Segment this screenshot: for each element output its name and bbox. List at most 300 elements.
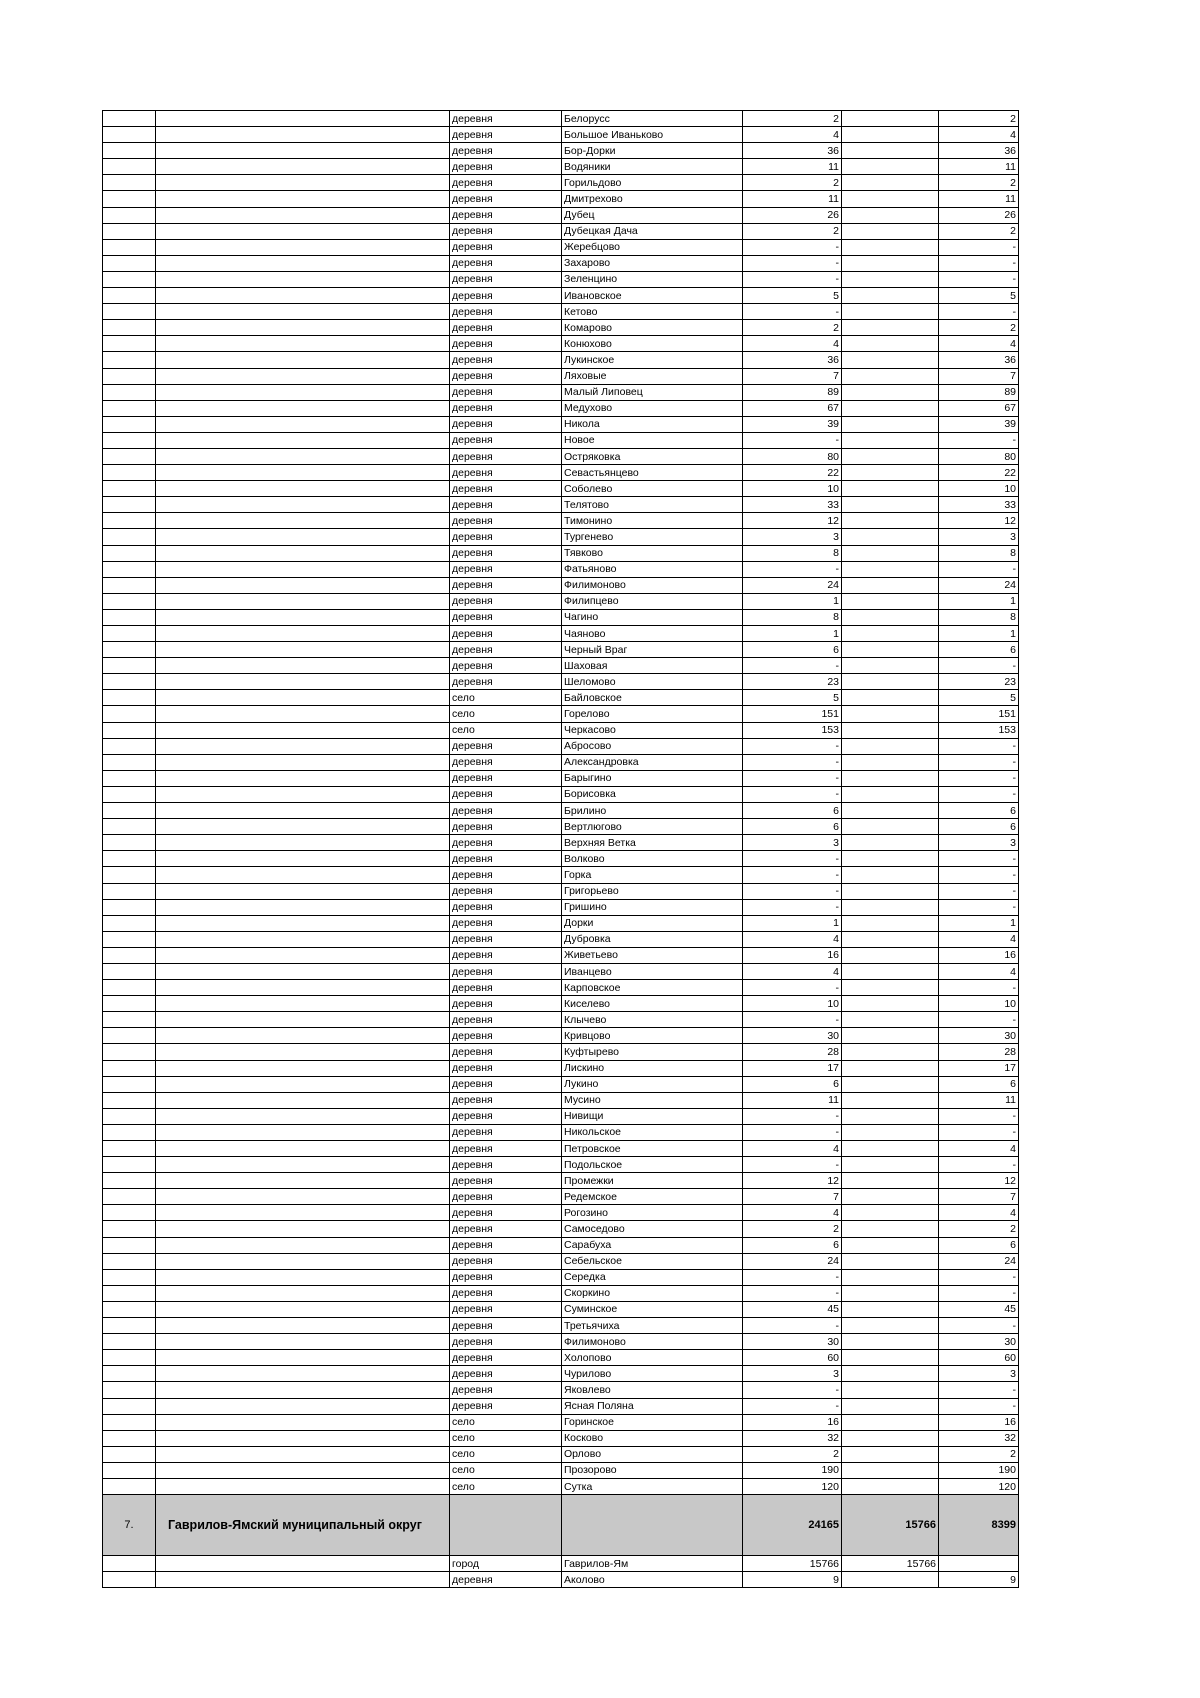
index-cell <box>103 529 156 545</box>
settlement-name: Ляховые <box>562 368 743 384</box>
population-rural: 45 <box>939 1301 1019 1317</box>
district-cell <box>156 1414 450 1430</box>
index-cell <box>103 255 156 271</box>
population-urban <box>842 1269 939 1285</box>
settlement-name: Шеломово <box>562 674 743 690</box>
index-cell <box>103 497 156 513</box>
table-row <box>103 577 1019 593</box>
table-row <box>103 996 1019 1012</box>
population-rural: 120 <box>939 1478 1019 1494</box>
settlement-name: Борисовка <box>562 786 743 802</box>
table-row <box>103 207 1019 223</box>
district-cell <box>156 996 450 1012</box>
settlement-type: деревня <box>450 111 562 127</box>
population-total: 2 <box>743 175 842 191</box>
district-cell <box>156 658 450 674</box>
table-row <box>103 529 1019 545</box>
population-rural: 12 <box>939 1173 1019 1189</box>
table-row <box>103 1478 1019 1494</box>
settlement-name: Иванцево <box>562 963 743 979</box>
index-cell <box>103 1076 156 1092</box>
index-cell <box>103 1237 156 1253</box>
population-total: 45 <box>743 1301 842 1317</box>
district-cell <box>156 593 450 609</box>
district-cell <box>156 465 450 481</box>
index-cell <box>103 980 156 996</box>
population-rural: 24 <box>939 1253 1019 1269</box>
population-urban <box>842 239 939 255</box>
population-rural: 5 <box>939 288 1019 304</box>
population-table <box>102 110 1019 1588</box>
population-urban <box>842 288 939 304</box>
population-urban <box>842 626 939 642</box>
settlement-type: деревня <box>450 754 562 770</box>
settlement-name: Водяники <box>562 159 743 175</box>
population-urban <box>842 1221 939 1237</box>
district-cell <box>156 1334 450 1350</box>
settlement-type: деревня <box>450 1382 562 1398</box>
population-rural: - <box>939 1269 1019 1285</box>
settlement-type: деревня <box>450 1076 562 1092</box>
population-rural: - <box>939 1012 1019 1028</box>
index-cell <box>103 143 156 159</box>
index-cell <box>103 1478 156 1494</box>
population-urban <box>842 352 939 368</box>
population-rural: 36 <box>939 143 1019 159</box>
population-rural: - <box>939 658 1019 674</box>
settlement-type: деревня <box>450 368 562 384</box>
population-total: 4 <box>743 1141 842 1157</box>
settlement-name: Карповское <box>562 980 743 996</box>
population-urban <box>842 1060 939 1076</box>
population-urban <box>842 577 939 593</box>
population-rural: 7 <box>939 368 1019 384</box>
district-cell <box>156 947 450 963</box>
index-cell <box>103 1366 156 1382</box>
settlement-name: Филипцево <box>562 593 743 609</box>
population-urban <box>842 947 939 963</box>
settlement-name: Себельское <box>562 1253 743 1269</box>
settlement-name: Кетово <box>562 304 743 320</box>
index-cell <box>103 593 156 609</box>
settlement-type: деревня <box>450 336 562 352</box>
population-total: - <box>743 738 842 754</box>
population-urban <box>842 223 939 239</box>
table-row <box>103 1012 1019 1028</box>
index-cell <box>103 368 156 384</box>
table-row <box>103 1092 1019 1108</box>
population-total: 28 <box>743 1044 842 1060</box>
district-cell <box>156 1028 450 1044</box>
population-urban <box>842 175 939 191</box>
index-cell <box>103 1157 156 1173</box>
settlement-name: Тургенево <box>562 529 743 545</box>
settlement-type: деревня <box>450 400 562 416</box>
district-cell <box>156 127 450 143</box>
index-cell <box>103 1334 156 1350</box>
population-rural: 89 <box>939 384 1019 400</box>
population-urban <box>842 1253 939 1269</box>
population-urban <box>842 1205 939 1221</box>
table-row <box>103 770 1019 786</box>
population-rural: - <box>939 1382 1019 1398</box>
settlement-type: деревня <box>450 513 562 529</box>
table-row <box>103 255 1019 271</box>
population-urban: 15766 <box>842 1556 939 1572</box>
district-cell <box>156 497 450 513</box>
table-row <box>103 1173 1019 1189</box>
population-urban <box>842 1366 939 1382</box>
settlement-name: Новое <box>562 432 743 448</box>
population-urban <box>842 561 939 577</box>
population-total: - <box>743 271 842 287</box>
population-urban <box>842 1478 939 1494</box>
district-cell <box>156 175 450 191</box>
settlement-name: Дорки <box>562 915 743 931</box>
population-urban <box>842 1012 939 1028</box>
district-cell <box>156 738 450 754</box>
table-row <box>103 239 1019 255</box>
population-rural: - <box>939 1157 1019 1173</box>
index-cell <box>103 1124 156 1140</box>
table-row <box>103 336 1019 352</box>
population-rural: - <box>939 754 1019 770</box>
table-row <box>103 706 1019 722</box>
district-cell <box>156 1350 450 1366</box>
settlement-type: деревня <box>450 1012 562 1028</box>
settlement-name: Ивановское <box>562 288 743 304</box>
settlement-name: Куфтырево <box>562 1044 743 1060</box>
population-urban <box>842 1237 939 1253</box>
table-row <box>103 1060 1019 1076</box>
population-urban <box>842 1414 939 1430</box>
population-total: 6 <box>743 803 842 819</box>
table-row <box>103 1366 1019 1382</box>
population-total: 39 <box>743 416 842 432</box>
index-cell <box>103 1430 156 1446</box>
population-total: - <box>743 1382 842 1398</box>
population-rural: 60 <box>939 1350 1019 1366</box>
settlement-type: село <box>450 690 562 706</box>
settlement-type: село <box>450 1478 562 1494</box>
settlement-type: деревня <box>450 835 562 851</box>
settlement-rows <box>103 111 1019 1495</box>
population-rural: 16 <box>939 947 1019 963</box>
settlement-type: деревня <box>450 899 562 915</box>
settlement-type: деревня <box>450 1334 562 1350</box>
district-cell <box>156 1318 450 1334</box>
population-urban <box>842 980 939 996</box>
district-cell <box>156 899 450 915</box>
index-cell <box>103 770 156 786</box>
settlement-type: деревня <box>450 432 562 448</box>
population-rural: - <box>939 770 1019 786</box>
population-total: - <box>743 304 842 320</box>
population-urban <box>842 931 939 947</box>
district-cell <box>156 819 450 835</box>
settlement-name: Дубровка <box>562 931 743 947</box>
population-urban <box>842 1189 939 1205</box>
settlement-type: деревня <box>450 320 562 336</box>
population-total: - <box>743 1398 842 1414</box>
table-row <box>103 384 1019 400</box>
settlement-type: деревня <box>450 127 562 143</box>
settlement-name: Подольское <box>562 1157 743 1173</box>
population-rural: 3 <box>939 529 1019 545</box>
table-row <box>103 111 1019 127</box>
district-cell <box>156 352 450 368</box>
population-total: - <box>743 867 842 883</box>
settlement-type: деревня <box>450 1092 562 1108</box>
population-rural: 16 <box>939 1414 1019 1430</box>
settlement-name: Нивищи <box>562 1108 743 1124</box>
population-total: 153 <box>743 722 842 738</box>
index-cell <box>103 1462 156 1478</box>
population-rural: 26 <box>939 207 1019 223</box>
population-total: - <box>743 1012 842 1028</box>
index-cell <box>103 819 156 835</box>
table-row <box>103 626 1019 642</box>
district-cell <box>156 1430 450 1446</box>
population-urban <box>842 803 939 819</box>
settlement-type: деревня <box>450 593 562 609</box>
population-rural: 11 <box>939 1092 1019 1108</box>
population-rural: 23 <box>939 674 1019 690</box>
population-urban <box>842 271 939 287</box>
index-cell <box>103 996 156 1012</box>
district-cell <box>156 1366 450 1382</box>
population-urban <box>842 706 939 722</box>
index-cell <box>103 722 156 738</box>
settlement-type: деревня <box>450 191 562 207</box>
district-cell <box>156 1205 450 1221</box>
population-total: 7 <box>743 1189 842 1205</box>
population-urban <box>842 1108 939 1124</box>
settlement-type: деревня <box>450 996 562 1012</box>
population-urban <box>842 191 939 207</box>
table-row <box>103 867 1019 883</box>
table-row <box>103 1141 1019 1157</box>
district-cell <box>156 384 450 400</box>
settlement-type: деревня <box>450 1285 562 1301</box>
population-total: 16 <box>743 947 842 963</box>
settlement-type: деревня <box>450 626 562 642</box>
table-row <box>103 609 1019 625</box>
index-cell <box>103 481 156 497</box>
population-rural: 2 <box>939 111 1019 127</box>
settlement-type: деревня <box>450 545 562 561</box>
settlement-name: Филимоново <box>562 577 743 593</box>
settlement-name: Прозорово <box>562 1462 743 1478</box>
population-rural: - <box>939 239 1019 255</box>
population-total: 4 <box>743 1205 842 1221</box>
population-urban <box>842 1382 939 1398</box>
population-total: 26 <box>743 207 842 223</box>
index-cell <box>103 1189 156 1205</box>
population-total: - <box>743 1124 842 1140</box>
population-total: - <box>743 658 842 674</box>
district-cell <box>156 1173 450 1189</box>
settlement-type: деревня <box>450 867 562 883</box>
table-row <box>103 1301 1019 1317</box>
index-cell <box>103 1205 156 1221</box>
district-cell <box>156 271 450 287</box>
population-rural: 2 <box>939 320 1019 336</box>
population-urban <box>842 963 939 979</box>
population-total: - <box>743 239 842 255</box>
population-urban <box>842 1044 939 1060</box>
district-name: Гаврилов-Ямский муниципальный округ <box>156 1495 450 1556</box>
settlement-type: село <box>450 1414 562 1430</box>
district-type-cell <box>450 1495 562 1556</box>
population-total: 30 <box>743 1028 842 1044</box>
population-rural: 67 <box>939 400 1019 416</box>
population-rural: 3 <box>939 1366 1019 1382</box>
population-rural: 11 <box>939 191 1019 207</box>
index-cell <box>103 1108 156 1124</box>
index-cell <box>103 577 156 593</box>
settlement-type: деревня <box>450 803 562 819</box>
settlement-type: село <box>450 1462 562 1478</box>
index-cell <box>103 1398 156 1414</box>
table-row <box>103 1382 1019 1398</box>
population-rural: 6 <box>939 1076 1019 1092</box>
population-urban <box>842 1350 939 1366</box>
index-cell <box>103 175 156 191</box>
table-row <box>103 1189 1019 1205</box>
population-total: - <box>743 255 842 271</box>
settlement-type: деревня <box>450 561 562 577</box>
population-total: 9 <box>743 1572 842 1588</box>
population-rural: 30 <box>939 1334 1019 1350</box>
table-row <box>103 593 1019 609</box>
population-total: 151 <box>743 706 842 722</box>
settlement-name: Малый Липовец <box>562 384 743 400</box>
district-cell <box>156 770 450 786</box>
settlement-type: деревня <box>450 352 562 368</box>
population-rural: 22 <box>939 465 1019 481</box>
settlement-name: Гришино <box>562 899 743 915</box>
population-rural: 32 <box>939 1430 1019 1446</box>
settlement-type: деревня <box>450 786 562 802</box>
population-urban <box>842 1076 939 1092</box>
index-cell <box>103 271 156 287</box>
index-cell <box>103 191 156 207</box>
population-total: - <box>743 786 842 802</box>
population-total: - <box>743 1318 842 1334</box>
index-cell <box>103 545 156 561</box>
district-cell <box>156 1398 450 1414</box>
population-rural: 4 <box>939 931 1019 947</box>
population-rural: 9 <box>939 1572 1019 1588</box>
settlement-type: деревня <box>450 1366 562 1382</box>
settlement-name: Тимонино <box>562 513 743 529</box>
index-cell <box>103 1285 156 1301</box>
table-row <box>103 1124 1019 1140</box>
settlement-type: деревня <box>450 1173 562 1189</box>
population-total: 6 <box>743 1237 842 1253</box>
table-row <box>103 304 1019 320</box>
population-total: - <box>743 1269 842 1285</box>
settlement-name: Александровка <box>562 754 743 770</box>
population-rural: 1 <box>939 593 1019 609</box>
index-cell <box>103 1012 156 1028</box>
population-total: 2 <box>743 223 842 239</box>
index-cell <box>103 111 156 127</box>
settlement-name: Вертлюгово <box>562 819 743 835</box>
population-rural: - <box>939 883 1019 899</box>
district-cell <box>156 481 450 497</box>
index-cell <box>103 1092 156 1108</box>
table-row <box>103 819 1019 835</box>
index-cell <box>103 1060 156 1076</box>
district-cell <box>156 223 450 239</box>
population-total: - <box>743 754 842 770</box>
population-total: - <box>743 851 842 867</box>
settlement-name: Суминское <box>562 1301 743 1317</box>
settlement-name: Чаяново <box>562 626 743 642</box>
population-urban <box>842 1173 939 1189</box>
population-urban <box>842 642 939 658</box>
table-row <box>103 1556 1019 1572</box>
district-cell <box>156 1269 450 1285</box>
settlement-type: деревня <box>450 674 562 690</box>
population-total: 12 <box>743 513 842 529</box>
table-row <box>103 658 1019 674</box>
population-urban <box>842 432 939 448</box>
district-cell <box>156 529 450 545</box>
population-total: 1 <box>743 593 842 609</box>
population-rural: 6 <box>939 1237 1019 1253</box>
settlement-name: Соболево <box>562 481 743 497</box>
settlement-name: Холопово <box>562 1350 743 1366</box>
population-rural: 28 <box>939 1044 1019 1060</box>
table-row <box>103 1044 1019 1060</box>
index-cell <box>103 465 156 481</box>
settlement-name: Никола <box>562 416 743 432</box>
table-row <box>103 980 1019 996</box>
table-row <box>103 191 1019 207</box>
population-urban <box>842 1446 939 1462</box>
population-total: 60 <box>743 1350 842 1366</box>
index-cell <box>103 738 156 754</box>
index-cell <box>103 658 156 674</box>
settlement-name: Клычево <box>562 1012 743 1028</box>
index-cell <box>103 1141 156 1157</box>
population-total: 80 <box>743 448 842 464</box>
population-total: 3 <box>743 529 842 545</box>
population-urban <box>842 1092 939 1108</box>
district-cell <box>156 191 450 207</box>
settlement-name: Лискино <box>562 1060 743 1076</box>
settlement-name: Белорусс <box>562 111 743 127</box>
index-cell <box>103 207 156 223</box>
population-total: 67 <box>743 400 842 416</box>
settlement-name: Петровское <box>562 1141 743 1157</box>
district-cell <box>156 159 450 175</box>
settlement-type: деревня <box>450 1189 562 1205</box>
district-cell <box>156 609 450 625</box>
settlement-name: Редемское <box>562 1189 743 1205</box>
index-cell <box>103 432 156 448</box>
settlement-name: Остряковка <box>562 448 743 464</box>
index-cell <box>103 642 156 658</box>
population-rural: 4 <box>939 336 1019 352</box>
index-cell <box>103 609 156 625</box>
district-cell <box>156 1108 450 1124</box>
district-cell <box>156 336 450 352</box>
table-row <box>103 835 1019 851</box>
